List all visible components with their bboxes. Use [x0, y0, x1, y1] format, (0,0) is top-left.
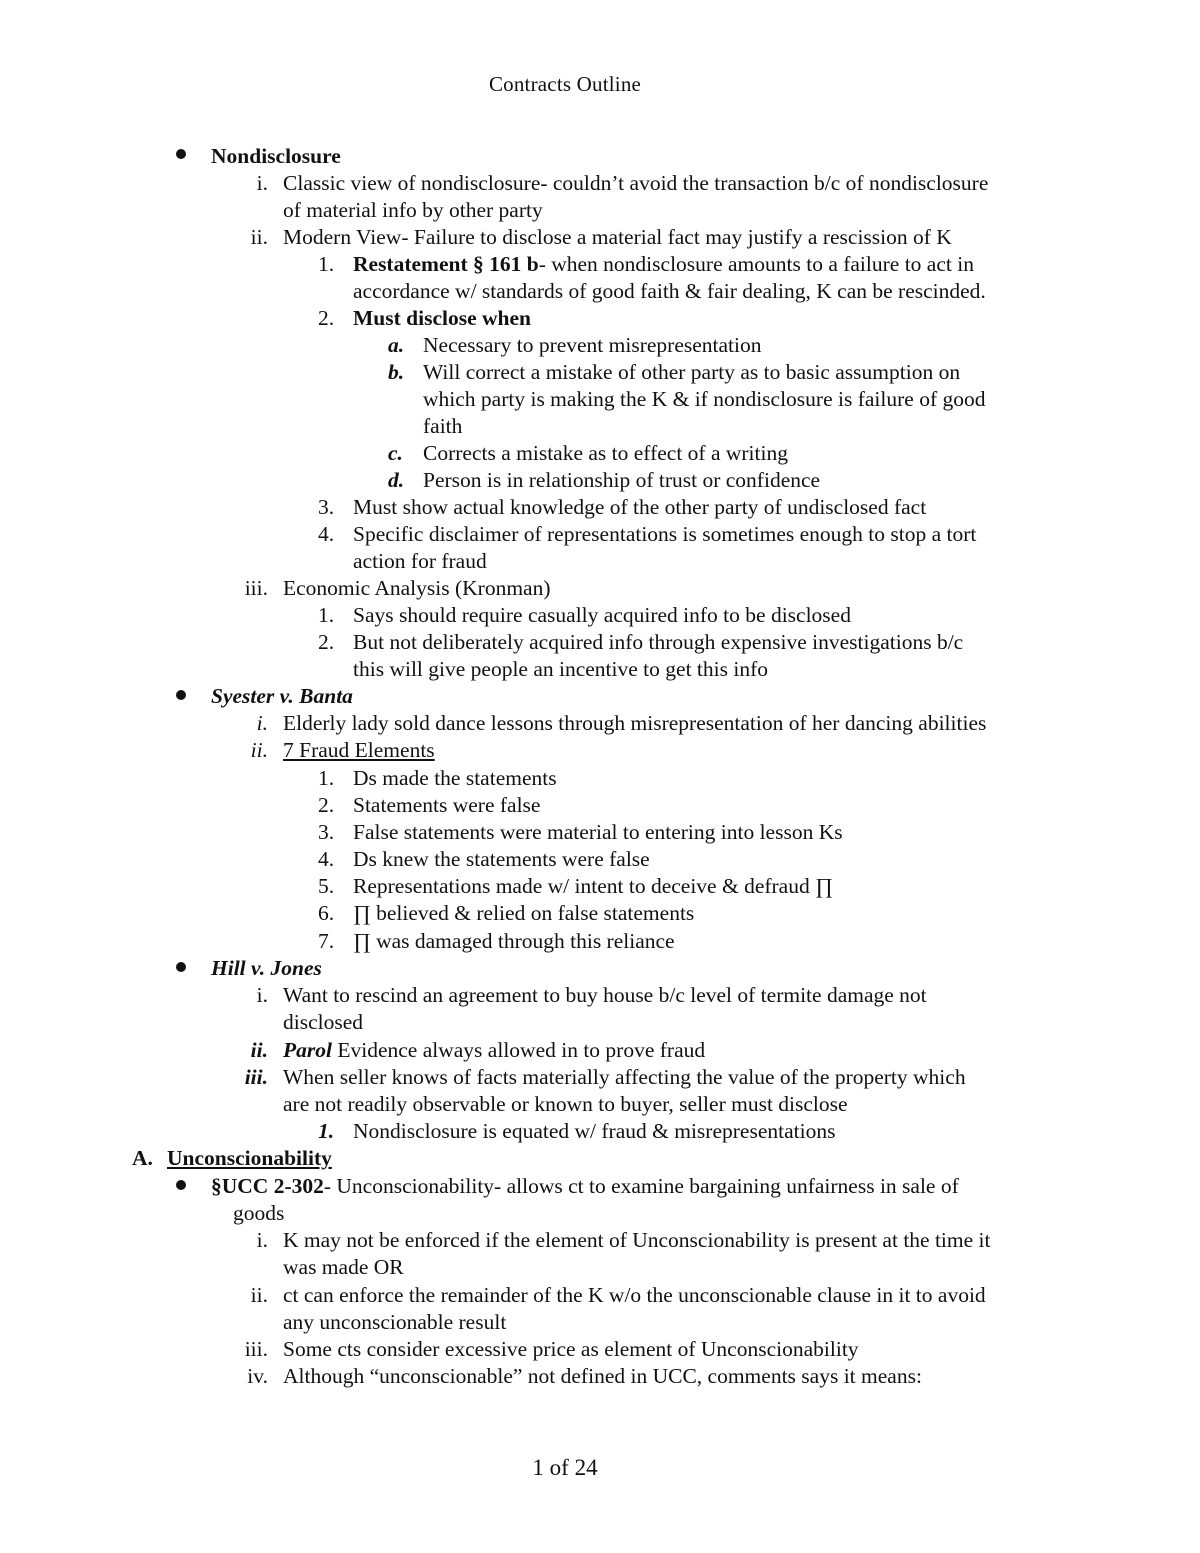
fraud-element: Ds made the statements: [353, 766, 557, 790]
outline-item-cont: faith: [423, 414, 463, 438]
fraud-element: False statements were material to entering into lesson Ks: [353, 820, 843, 844]
number-marker: 3.: [318, 820, 335, 844]
outline-item: Restatement § 161 b- when nondisclosure amounts to a failure to act in: [353, 252, 974, 276]
number-marker: 2.: [318, 630, 335, 654]
roman-marker: iii.: [244, 1337, 268, 1361]
number-marker: 2.: [318, 306, 335, 330]
roman-marker: ii.: [250, 1283, 268, 1307]
bullet-icon: [176, 149, 186, 159]
outline-item: When seller knows of facts materially affecting the value of the property which: [283, 1065, 966, 1089]
outline-item-cont: action for fraud: [353, 549, 487, 573]
roman-marker: i.: [256, 171, 268, 195]
bullet-icon: [176, 962, 186, 972]
roman-marker: iv.: [247, 1364, 268, 1388]
roman-marker: i.: [256, 1228, 268, 1252]
outline-item: Corrects a mistake as to effect of a writing: [423, 441, 788, 465]
bullet-icon: [176, 690, 186, 700]
outline-item: Although “unconscionable” not defined in UCC, comments says it means:: [283, 1364, 922, 1388]
number-marker: 1.: [318, 1119, 335, 1143]
outline-item-cont: are not readily observable or known to buyer, seller must disclose: [283, 1092, 848, 1116]
section-heading-nondisclosure: Nondisclosure: [211, 144, 341, 168]
letter-marker: c.: [388, 441, 403, 465]
fraud-element: ∏ believed & relied on false statements: [353, 901, 695, 925]
roman-marker: ii.: [250, 738, 268, 762]
outline-item-underlined: 7 Fraud Elements: [283, 738, 435, 762]
number-marker: 1.: [318, 252, 335, 276]
outline-item: Want to rescind an agreement to buy house b/c level of termite damage not: [283, 983, 927, 1007]
outline-item: Some cts consider excessive price as element of Unconscionability: [283, 1337, 859, 1361]
letter-marker: A.: [132, 1146, 153, 1170]
page-number: 1 of 24: [532, 1455, 598, 1480]
case-heading-hill: Hill v. Jones: [211, 956, 322, 980]
roman-marker: i.: [256, 983, 268, 1007]
roman-marker: i.: [256, 711, 268, 735]
outline-item: Nondisclosure is equated w/ fraud & misrepresentations: [353, 1119, 836, 1143]
number-marker: 2.: [318, 793, 335, 817]
outline-item: §UCC 2-302- Unconscionability- allows ct to examine bargaining unfairness in sale of: [211, 1174, 959, 1198]
letter-marker: d.: [388, 468, 405, 492]
outline-item: Classic view of nondisclosure- couldn’t avoid the transaction b/c of nondisclosure: [283, 171, 989, 195]
outline-item: Must disclose when: [353, 306, 531, 330]
outline-item-cont: disclosed: [283, 1010, 364, 1034]
fraud-element: Ds knew the statements were false: [353, 847, 650, 871]
outline-item: K may not be enforced if the element of Unconscionability is present at the time it: [283, 1228, 991, 1252]
letter-marker: b.: [388, 360, 405, 384]
outline-item: But not deliberately acquired info through expensive investigations b/c: [353, 630, 964, 654]
outline-item-cont: goods: [233, 1201, 285, 1225]
roman-marker: iii.: [244, 576, 268, 600]
outline-item: Says should require casually acquired info to be disclosed: [353, 603, 851, 627]
number-marker: 1.: [318, 766, 335, 790]
outline-item-cont: this will give people an incentive to get this info: [353, 657, 768, 681]
number-marker: 1.: [318, 603, 335, 627]
number-marker: 3.: [318, 495, 335, 519]
fraud-element: Representations made w/ intent to deceive & defraud ∏: [353, 874, 833, 898]
section-heading-unconscionability: Unconscionability: [167, 1146, 332, 1170]
outline-item-cont: which party is making the K & if nondisclosure is failure of good: [423, 387, 986, 411]
fraud-element: ∏ was damaged through this reliance: [353, 929, 675, 953]
outline-item: Specific disclaimer of representations is sometimes enough to stop a tort: [353, 522, 977, 546]
outline-item: Must show actual knowledge of the other party of undisclosed fact: [353, 495, 927, 519]
outline-item: Elderly lady sold dance lessons through misrepresentation of her dancing abilities: [283, 711, 987, 735]
roman-marker: ii.: [250, 1038, 268, 1062]
outline-item: Parol Evidence always allowed in to prove fraud: [283, 1038, 706, 1062]
number-marker: 7.: [318, 929, 335, 953]
outline-item: ct can enforce the remainder of the K w/o the unconscionable clause in it to avoid: [283, 1283, 986, 1307]
case-heading-syester: Syester v. Banta: [211, 684, 353, 708]
outline-item: Person is in relationship of trust or confidence: [423, 468, 821, 492]
number-marker: 5.: [318, 874, 335, 898]
letter-marker: a.: [388, 333, 405, 357]
outline-item: Necessary to prevent misrepresentation: [423, 333, 762, 357]
fraud-element: Statements were false: [353, 793, 541, 817]
roman-marker: iii.: [244, 1065, 268, 1089]
outline-item-cont: accordance w/ standards of good faith & fair dealing, K can be rescinded.: [353, 279, 986, 303]
number-marker: 4.: [318, 847, 335, 871]
page-header: Contracts Outline: [488, 72, 642, 96]
outline-item: Will correct a mistake of other party as to basic assumption on: [423, 360, 961, 384]
outline-item-cont: was made OR: [283, 1255, 404, 1279]
bullet-icon: [176, 1180, 186, 1190]
outline-item-cont: of material info by other party: [283, 198, 543, 222]
outline-item: Modern View- Failure to disclose a material fact may justify a rescission of K: [283, 225, 952, 249]
number-marker: 4.: [318, 522, 335, 546]
outline-item: Economic Analysis (Kronman): [283, 576, 551, 600]
number-marker: 6.: [318, 901, 335, 925]
roman-marker: ii.: [250, 225, 268, 249]
outline-item-cont: any unconscionable result: [283, 1310, 507, 1334]
